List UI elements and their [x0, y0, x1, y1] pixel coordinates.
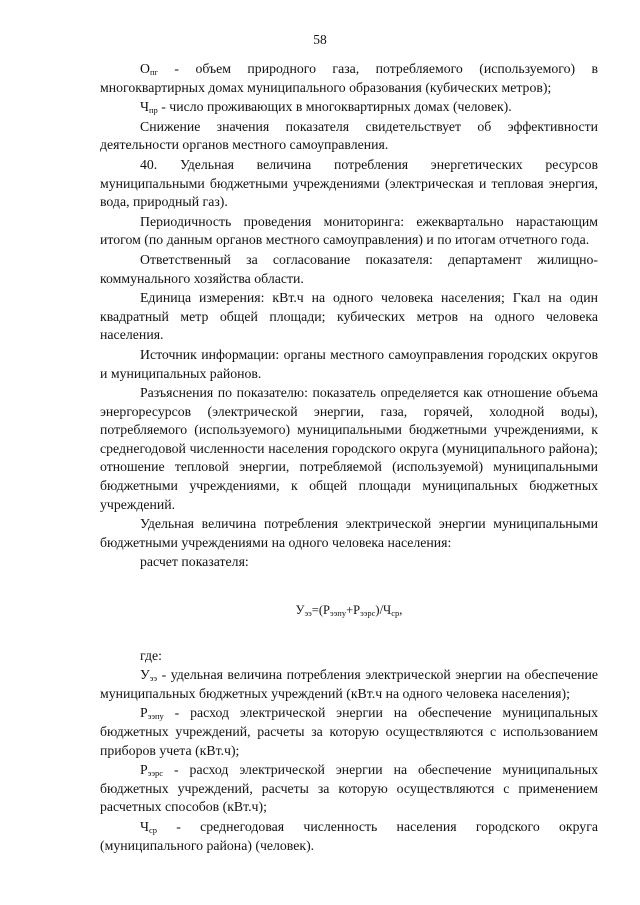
definition-calculated-consumption: $Р_{ээрс}$ - расход электрической энергии на обеспечение муниципальных бюджетных учреждений, расчеты за которую осуществляются с применением расчетных способов (кВт.ч); [100, 762, 598, 815]
paragraph-residents: $Ч_{пр}$ - число проживающих в многоквартирных домах (человек). [140, 99, 512, 116]
paragraph-efficiency: Снижение значения показателя свидетельствует об эффективности деятельности органов местного самоуправления. [100, 118, 598, 153]
paragraph-periodicity: Периодичность проведения мониторинга: ежеквартально нарастающим итогом (по данным органов местного самоуправления) и по итогам отчетного года. [100, 213, 598, 248]
definition-average-population: $Ч_{ср}$ - среднегодовая численность населения городского округа (муниципального района) (человек). [100, 818, 598, 853]
definition-specific-consumption: $У_{ээ}$ - удельная величина потребления электрической энергии на обеспечение муниципальных бюджетных учреждений (кВт.ч на одного человека населения); [100, 667, 598, 701]
page-number: 58 [313, 32, 327, 47]
paragraph-explanation: Разъяснения по показателю: показатель определяется как отношение объема энергоресурсов (электрической энергии, газа, горячей, холодной воды), потребляемого (используемого) муниципальными бюджетными учреждениями, к среднегодовой численности населения городского округа (муниципального района); отношение тепловой энергии, потребляемой (используемой) муниципальными бюджетными учреждениями, к общей площади муниципальных бюджетных учреждений. [100, 385, 598, 512]
paragraph-indicator-40: 40. Удельная величина потребления энергетических ресурсов муниципальными бюджетными учреждениями (электрическая и тепловая энергия, вода, природный газ). [100, 156, 598, 210]
paragraph-specific-electric: Удельная величина потребления электрической энергии муниципальными бюджетными учреждениями на одного человека населения: [100, 516, 598, 550]
formula: $У_{ээ}=(Р_{ээпу}+Р_{ээрс})/Ч_{ср}$, [295, 603, 403, 619]
paragraph-gas-volume: $О_{пг}$ - объем природного газа, потребляемого (используемого) в многоквартирных домах муниципального образования (кубических метров); [100, 61, 598, 95]
document-body [100, 60, 598, 856]
paragraph-unit: Единица измерения: кВт.ч на одного человека населения; Гкал на один квадратный метр общей площади; кубических метров на одного человека населения. [100, 290, 598, 343]
definition-metered-consumption: $Р_{ээпу}$ - расход электрической энергии на обеспечение муниципальных бюджетных учреждений, расчеты за которую осуществляются с использованием приборов учета (кВт.ч); [100, 705, 598, 758]
paragraph-calculation: расчет показателя: [140, 554, 249, 570]
paragraph-where: где: [140, 647, 162, 663]
paragraph-source: Источник информации: органы местного самоуправления городских округов и муниципальных районов. [100, 346, 598, 381]
paragraph-responsible: Ответственный за согласование показателя: департамент жилищно-коммунального хозяйства области. [100, 251, 598, 286]
